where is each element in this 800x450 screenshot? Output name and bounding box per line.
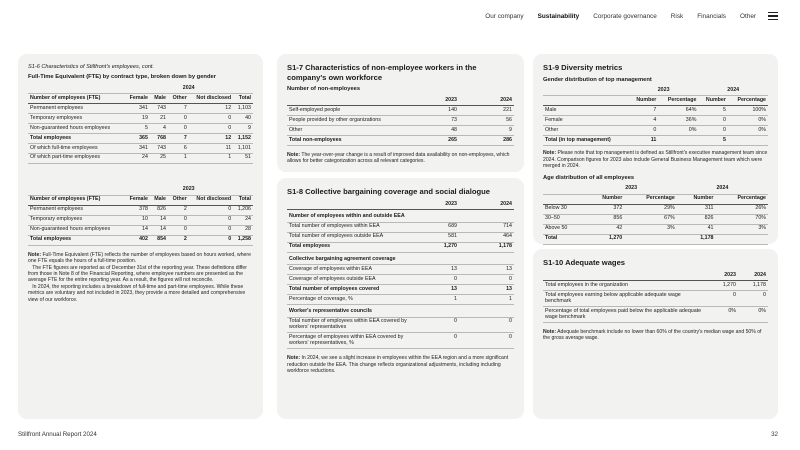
cell-value: 0 (629, 126, 659, 136)
table-row (287, 135, 514, 145)
cell-value: 48 (419, 125, 459, 135)
cell-value: 64% (658, 106, 698, 116)
cell-value: 0 (698, 116, 728, 126)
row-label: Coverage of employees outside EEA (287, 275, 419, 285)
table-row (543, 106, 768, 116)
cell-value: 13 (459, 285, 514, 295)
row-label: Non-guaranteed hours employees (28, 225, 124, 235)
fte-table-2024 (28, 84, 253, 164)
year-header: 2023 (586, 185, 677, 194)
cell-value: 5 (698, 136, 728, 146)
row-label: Total number of employees within EEA (287, 222, 419, 232)
cell-value: 40 (233, 113, 253, 123)
row-label: Total employees in the organization (543, 281, 708, 291)
cell-value: 0 (189, 123, 233, 133)
section-title-s1-10: S1-10 Adequate wages (543, 258, 626, 267)
row-label: Self-employed people (287, 105, 419, 115)
nav-sustainability[interactable]: Sustainability (537, 12, 580, 20)
fte-2023-year: 2023 (124, 186, 253, 195)
col-header: Male (150, 93, 168, 103)
col-header: Percentage (624, 194, 677, 204)
cell-value: 12 (189, 133, 233, 143)
col-header: Number of employees (FTE) (28, 93, 124, 103)
cell-value: 100% (728, 106, 768, 116)
fte-2023-body (28, 205, 253, 245)
cell-value: 14 (124, 225, 150, 235)
cell-value: 9 (459, 125, 514, 135)
col-header: Number of employees (FTE) (28, 195, 124, 205)
table-row (287, 333, 514, 349)
cell-value: 1,178 (738, 281, 768, 291)
row-label: Total (543, 234, 586, 244)
row-label: 30–50 (543, 214, 586, 224)
row-label: People provided by other organizations (287, 115, 419, 125)
cell-value: 221 (459, 105, 514, 115)
table-row (543, 116, 768, 126)
row-label: Temporary employees (28, 215, 124, 225)
note-text: Please note that top management is defined as Stillfront's executive management team since 2024. Comparison figures for 2023 also include General Business Management team which were merged in 2024. (543, 150, 768, 170)
row-label: Total employees earning below applicable adequate wage benchmark (543, 291, 708, 307)
row-label: Permanent employees (28, 103, 124, 113)
cell-value: 0 (168, 113, 189, 123)
fte-table-2023 (28, 186, 253, 246)
row-label: Permanent employees (28, 205, 124, 215)
cell-value: 0% (658, 126, 698, 136)
row-label: Total employees (28, 235, 124, 245)
table-row (287, 295, 514, 305)
table-row (287, 265, 514, 275)
cell-value: 0 (419, 317, 459, 333)
row-label: Total (in top management) (543, 136, 629, 146)
cell-value: 24 (233, 215, 253, 225)
table-row (543, 136, 768, 146)
cell-value: 0 (189, 235, 233, 245)
cell-value: 7 (168, 103, 189, 113)
cell-value: 581 (419, 232, 459, 242)
cell-value: 73 (419, 115, 459, 125)
note-text: Adequate benchmark include no lower than 60% of the country's median wage and 50% of the gross average wage. (543, 329, 762, 342)
table-row (28, 153, 253, 163)
cell-value: 1,270 (708, 281, 738, 291)
non-employees-body (287, 105, 514, 145)
cell-value: 1,178 (459, 242, 514, 252)
wages-body (543, 281, 768, 323)
row-label: Of which part-time employees (28, 153, 124, 163)
s1-7-note (287, 152, 514, 165)
cell-value: 0 (459, 317, 514, 333)
col-header: Other (168, 195, 189, 205)
cell-value: 11 (189, 143, 233, 153)
top-nav (471, 12, 778, 20)
cell-value: 2 (168, 205, 189, 215)
cell-value (728, 136, 768, 146)
note-label: Note: (543, 329, 557, 336)
cell-value: 14 (150, 225, 168, 235)
table-row (543, 291, 768, 307)
cell-value: 0 (189, 205, 233, 215)
table-row (287, 232, 514, 242)
cell-value: 3% (624, 224, 677, 234)
col-header: Male (150, 195, 168, 205)
row-label: Female (543, 116, 629, 126)
cell-value: 4 (629, 116, 659, 126)
section-heading: Worker's representative councils (287, 305, 514, 317)
nav-our-company[interactable]: Our company (485, 12, 524, 20)
s1-8-note (287, 355, 514, 374)
col-header: Other (168, 93, 189, 103)
cell-value: 768 (150, 133, 168, 143)
note-text-1: Full-Time Equivalent (FTE) reflects the number of employees based on hours worked, where one FTE equals the hours of a full-time position. (28, 251, 251, 265)
table-row (28, 123, 253, 133)
note-label: Note: (287, 355, 301, 362)
councils-body (287, 317, 514, 349)
row-label: Total number of employees outside EEA (287, 232, 419, 242)
fte-note (28, 252, 253, 303)
col-header: Percentage (728, 96, 768, 106)
table-row (28, 235, 253, 245)
cell-value: 42 (586, 224, 625, 234)
cell-value: 0% (728, 126, 768, 136)
row-label: Total number of employees within EEA covered by workers' representatives (287, 317, 419, 333)
note-label: Note: (287, 151, 301, 158)
note-label: Note: (543, 150, 557, 157)
cell-value: 1 (168, 153, 189, 163)
row-label: Total number of employees covered (287, 285, 419, 295)
cell-value: 743 (150, 103, 168, 113)
card-s1-6-cont (18, 54, 263, 419)
cell-value: 0 (459, 275, 514, 285)
row-label: Total employees (28, 133, 124, 143)
cell-value: 1 (189, 153, 233, 163)
hamburger-menu-icon[interactable] (768, 12, 778, 20)
cell-value: 70% (715, 214, 768, 224)
nav-financials[interactable]: Financials (697, 12, 727, 20)
coverage-body (287, 265, 514, 305)
card-s1-10 (533, 249, 778, 419)
col-header: Number (698, 96, 728, 106)
cell-value: 1 (419, 295, 459, 305)
year-header: 2024 (677, 185, 768, 194)
row-label: Percentage of coverage, % (287, 295, 419, 305)
table-row (28, 103, 253, 113)
table-row (28, 225, 253, 235)
table-row (287, 285, 514, 295)
cell-value: 1,206 (233, 205, 253, 215)
col-header: Total (233, 93, 253, 103)
col-header: Female (124, 93, 150, 103)
cell-value: 826 (677, 214, 716, 224)
cell-value: 1,178 (677, 234, 716, 244)
cell-value: 67% (624, 214, 677, 224)
cell-value: 0 (189, 113, 233, 123)
cell-value: 0 (459, 333, 514, 349)
cell-value: 26% (715, 204, 768, 214)
cell-value: 0 (168, 225, 189, 235)
table-row (28, 143, 253, 153)
eea-body (287, 222, 514, 252)
cell-value: 689 (419, 222, 459, 232)
cell-value: 0% (728, 116, 768, 126)
section-heading: Collective bargaining agreement coverage (287, 252, 514, 264)
card-s1-8 (277, 178, 524, 419)
table-row (28, 205, 253, 215)
cell-value (658, 136, 698, 146)
cell-value: 56 (459, 115, 514, 125)
table-row (287, 242, 514, 252)
cell-value: 24 (124, 153, 150, 163)
col-header: Number (586, 194, 625, 204)
nav-risk[interactable]: Risk (670, 12, 684, 20)
card-s1-9 (533, 54, 778, 244)
row-label: Of which full-time employees (28, 143, 124, 153)
col-header: Not disclosed (189, 93, 233, 103)
table-row (287, 317, 514, 333)
cell-value: 4 (150, 123, 168, 133)
year-header: 2024 (738, 272, 768, 281)
cell-value: 464 (459, 232, 514, 242)
card-s1-7 (277, 54, 524, 172)
age-distribution-subtitle: Age distribution of all employees (543, 174, 635, 181)
note-text-2: The FTE figures are reported as of December 31st of the reporting year. These definitions differ from those in Note 8 of the Financial Reporting, where employee numbers are presented as the average FTE for the entire reporting year. As a result, the figures will not reconcile. (28, 264, 247, 284)
table-row (287, 222, 514, 232)
cell-value: 13 (419, 285, 459, 295)
row-label: Male (543, 106, 629, 116)
footer-report-title: Stillfront Annual Report 2024 (18, 431, 97, 438)
s1-10-note (543, 329, 768, 342)
col-header: Percentage (658, 96, 698, 106)
year-header: 2023 (629, 87, 699, 96)
cell-value (624, 234, 677, 244)
section-heading: Number of employees within and outside EEA (287, 210, 514, 222)
table-row (543, 281, 768, 291)
row-label: Other (543, 126, 629, 136)
table-row (543, 234, 768, 244)
cell-value: 9 (233, 123, 253, 133)
page-number: 32 (771, 431, 778, 438)
cell-value: 1,270 (419, 242, 459, 252)
cell-value: 1,152 (233, 133, 253, 143)
cell-value: 13 (459, 265, 514, 275)
cell-value: 1,258 (233, 235, 253, 245)
cell-value: 714 (459, 222, 514, 232)
cell-value: 51 (233, 153, 253, 163)
gender-top-mgmt-table (543, 87, 768, 147)
table-row (287, 275, 514, 285)
row-label: Other (287, 125, 419, 135)
fte-2024-year: 2024 (124, 84, 253, 93)
cell-value: 41 (677, 224, 716, 234)
cell-value: 286 (459, 135, 514, 145)
cell-value: 0% (738, 307, 768, 323)
cell-value: 5 (698, 106, 728, 116)
nav-corporate-governance[interactable]: Corporate governance (593, 12, 657, 20)
table-row (543, 126, 768, 136)
cell-value: 0 (189, 225, 233, 235)
cell-value: 2 (168, 235, 189, 245)
cell-value: 3% (715, 224, 768, 234)
cell-value: 19 (124, 113, 150, 123)
cell-value: 0 (168, 123, 189, 133)
cell-value: 1,270 (586, 234, 625, 244)
row-label: Above 50 (543, 224, 586, 234)
table-row (543, 224, 768, 234)
cell-value: 11 (629, 136, 659, 146)
age-body (543, 204, 768, 244)
cell-value: 1,101 (233, 143, 253, 153)
cell-value: 0 (738, 291, 768, 307)
col-header: Number (677, 194, 716, 204)
cell-value: 14 (150, 215, 168, 225)
cell-value: 856 (586, 214, 625, 224)
cell-value: 140 (419, 105, 459, 115)
cell-value (715, 234, 768, 244)
row-label: Percentage of total employees paid below the applicable adequate wage benchmark (543, 307, 708, 323)
cell-value: 1,103 (233, 103, 253, 113)
cell-value: 25 (150, 153, 168, 163)
year-header: 2024 (698, 87, 768, 96)
cell-value: 0 (168, 215, 189, 225)
table-row (287, 125, 514, 135)
col-header: Not disclosed (189, 195, 233, 205)
table-row (28, 113, 253, 123)
col-header: Female (124, 195, 150, 205)
cell-value: 402 (124, 235, 150, 245)
section-title-s1-7: S1-7 Characteristics of non-employee workers in the company's own workforce (287, 63, 477, 82)
cell-value: 0 (419, 275, 459, 285)
non-employees-subtitle: Number of non-employees (287, 86, 361, 92)
cell-value: 1 (459, 295, 514, 305)
non-employees-table (287, 96, 514, 146)
cell-value: 0% (708, 307, 738, 323)
row-label: Coverage of employees within EEA (287, 265, 419, 275)
section-title-s1-9: S1-9 Diversity metrics (543, 63, 623, 72)
table-row (543, 204, 768, 214)
cell-value: 12 (189, 103, 233, 113)
cell-value: 265 (419, 135, 459, 145)
table-row (543, 307, 768, 323)
cell-value: 7 (629, 106, 659, 116)
age-distribution-table (543, 185, 768, 245)
note-text-3: In 2024, the reporting includes a breakdown of full-time and part-time employees. While these metrics are voluntary and not included in 2023, they provide a more detailed and comprehensive view of our workforce. (28, 283, 246, 303)
note-text: In 2024, we see a slight increase in employees within the EEA region and a more significant reduction outside the EEA. This change reflects organizational adjustments, including including workforce reductions. (287, 355, 509, 374)
table-row (28, 215, 253, 225)
col-header: Total (233, 195, 253, 205)
cell-value: 29% (624, 204, 677, 214)
cell-value: 0 (698, 126, 728, 136)
fte-2024-body (28, 103, 253, 163)
gender-top-mgmt-subtitle: Gender distribution of top management (543, 76, 652, 83)
cell-value: 372 (586, 204, 625, 214)
col-header: Percentage (715, 194, 768, 204)
cell-value: 0 (189, 215, 233, 225)
year-header: 2023 (708, 272, 738, 281)
cell-value: 28 (233, 225, 253, 235)
cell-value: 854 (150, 235, 168, 245)
table-row (287, 115, 514, 125)
cell-value: 341 (124, 103, 150, 113)
cell-value: 36% (658, 116, 698, 126)
note-text: The year-over-year change is a result of improved data availability on non-employees, which allows for better categorization across all relevant categories. (287, 151, 510, 165)
table-row (28, 133, 253, 143)
year-header: 2023 (419, 201, 459, 210)
row-label: Total employees (287, 242, 419, 252)
row-label: Non-guaranteed hours employees (28, 123, 124, 133)
cell-value: 13 (419, 265, 459, 275)
fte-subtitle: Full-Time Equivalent (FTE) by contract type, broken down by gender (28, 74, 216, 80)
collective-bargaining-table (287, 201, 514, 350)
table-row (543, 214, 768, 224)
s1-9-note-1 (543, 150, 768, 169)
nav-other[interactable]: Other (740, 12, 756, 20)
cell-value: 365 (124, 133, 150, 143)
year-header: 2023 (419, 96, 459, 105)
row-label: Below 30 (543, 204, 586, 214)
gender-body (543, 106, 768, 146)
row-label: Total non-employees (287, 135, 419, 145)
section-title-s1-6-cont: S1-6 Characteristics of Stillfront's employees, cont. (28, 64, 155, 70)
cell-value: 378 (124, 205, 150, 215)
cell-value: 10 (124, 215, 150, 225)
adequate-wages-table (543, 272, 768, 324)
cell-value: 5 (124, 123, 150, 133)
table-row (287, 105, 514, 115)
cell-value: 6 (168, 143, 189, 153)
cell-value: 21 (150, 113, 168, 123)
cell-value: 7 (168, 133, 189, 143)
note-label: Note: (28, 251, 42, 258)
cell-value: 311 (677, 204, 716, 214)
cell-value: 826 (150, 205, 168, 215)
year-header: 2024 (459, 201, 514, 210)
year-header: 2024 (459, 96, 514, 105)
row-label: Percentage of employees within EEA covered by workers' representatives, % (287, 333, 419, 349)
cell-value: 0 (708, 291, 738, 307)
cell-value: 743 (150, 143, 168, 153)
cell-value: 0 (419, 333, 459, 349)
col-header: Number (629, 96, 659, 106)
section-title-s1-8: S1-8 Collective bargaining coverage and social dialogue (287, 187, 490, 196)
row-label: Temporary employees (28, 113, 124, 123)
cell-value: 341 (124, 143, 150, 153)
